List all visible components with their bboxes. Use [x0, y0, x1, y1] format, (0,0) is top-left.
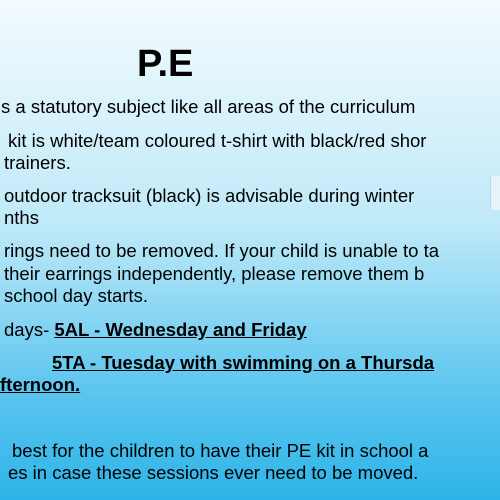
pe-days-line [4, 319, 307, 341]
slide-title: P.E [137, 43, 194, 85]
class-5ta-afternoon: fternoon. [0, 374, 81, 395]
text-line-statutory: s a statutory subject like all areas of the curriculum [1, 96, 416, 117]
text-line-kit: kit is white/team coloured t-shirt with black/red shor [8, 130, 427, 151]
text-line-school-day: school day starts. [4, 285, 148, 306]
text-line-kit-in-school: best for the children to have their PE kit in school a [12, 440, 429, 461]
class-5ta-schedule: 5TA - Tuesday with swimming on a Thursda [52, 352, 435, 373]
side-panel-edge [490, 176, 500, 210]
text-line-sessions-moved: es in case these sessions ever need to be moved. [8, 462, 419, 483]
text-line-earrings: rings need to be removed. If your child is unable to ta [4, 240, 440, 261]
pe-days-label: days- [4, 319, 55, 340]
text-line-tracksuit: outdoor tracksuit (black) is advisable during winter [4, 185, 415, 206]
text-line-trainers: trainers. [4, 152, 71, 173]
text-line-earrings-independently: their earrings independently, please remove them b [4, 263, 425, 284]
class-5al-schedule: 5AL - Wednesday and Friday [54, 319, 307, 340]
text-line-months: nths [4, 207, 39, 228]
